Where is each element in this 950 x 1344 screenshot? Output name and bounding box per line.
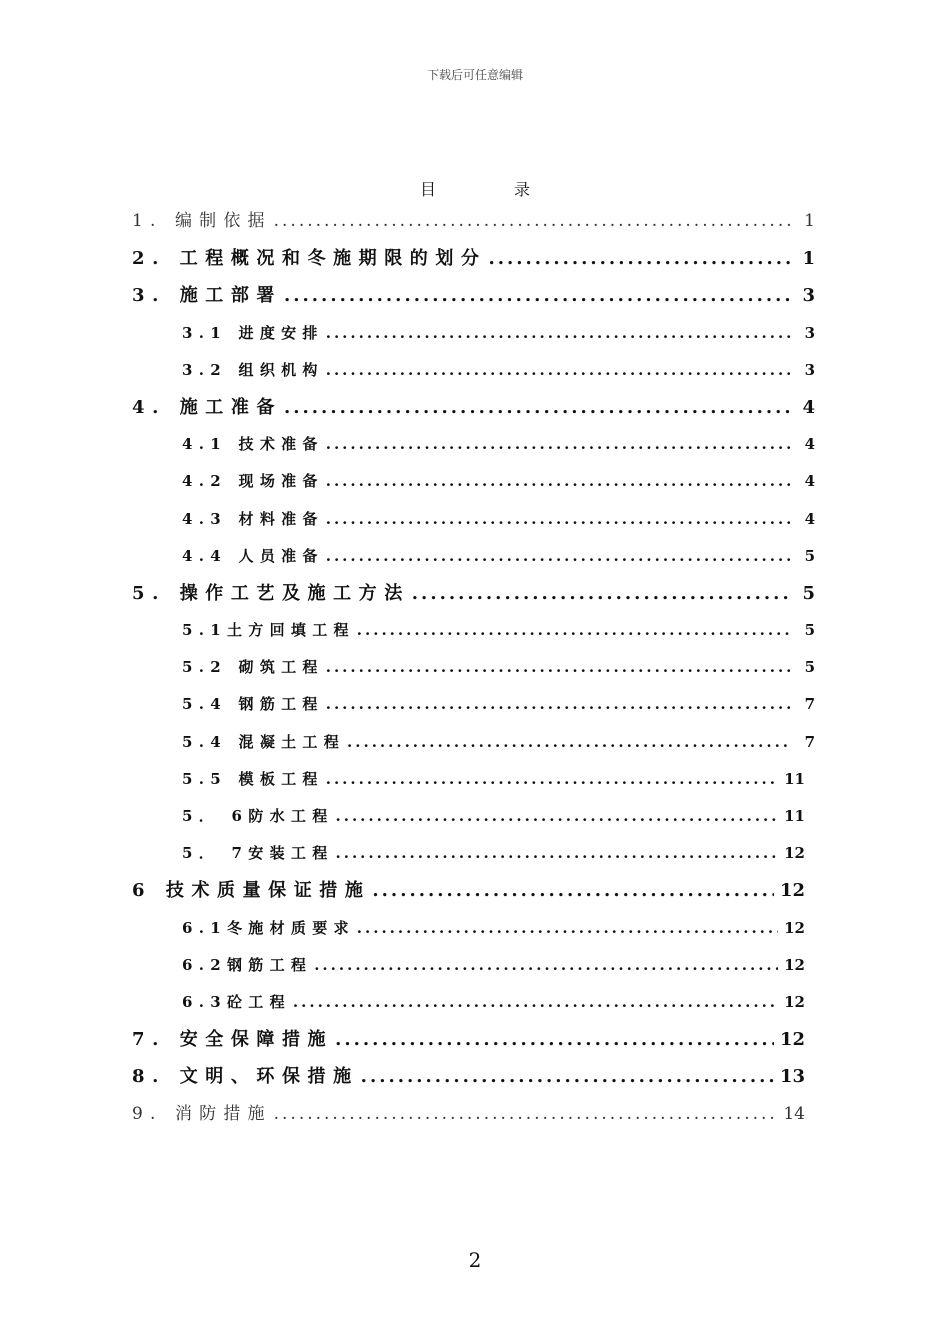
toc-entry-label: 9. 消防措施 <box>132 1103 272 1124</box>
toc-entry[interactable] <box>132 835 815 872</box>
toc-entry-page: 5 <box>804 621 815 640</box>
table-of-contents <box>132 203 815 1133</box>
toc-entry[interactable] <box>132 203 815 240</box>
toc-entry-label: 5． 6防水工程 <box>182 807 334 825</box>
toc-entry-label: 3.1 进度安排 <box>182 323 324 342</box>
toc-leader-dots <box>336 798 779 835</box>
toc-leader-dots <box>284 277 791 314</box>
toc-leader-dots <box>326 426 791 463</box>
toc-entry-page: 3 <box>804 360 815 379</box>
toc-entry[interactable] <box>132 315 815 352</box>
toc-entry-page: 12 <box>784 955 805 974</box>
toc-leader-dots <box>274 203 791 240</box>
toc-entry[interactable] <box>132 463 815 500</box>
toc-entry-label: 6.1冬施材质要求 <box>182 918 355 937</box>
toc-entry-page: 12 <box>779 1029 805 1051</box>
toc-leader-dots <box>274 1096 778 1133</box>
toc-entry-label: 4.4 人员准备 <box>182 546 324 565</box>
toc-entry-label: 4.1 技术准备 <box>182 435 324 454</box>
toc-entry-label: 3. 施工部署 <box>132 285 282 307</box>
toc-title: 目录 <box>419 180 608 199</box>
toc-entry[interactable] <box>132 501 815 538</box>
toc-entry-label: 4.3 材料准备 <box>182 509 324 528</box>
toc-entry[interactable] <box>132 426 815 463</box>
toc-entry-page: 12 <box>779 880 805 902</box>
toc-entry-label: 4.2 现场准备 <box>182 472 324 491</box>
toc-leader-dots <box>326 538 791 575</box>
toc-leader-dots <box>326 686 791 723</box>
toc-entry-page: 4 <box>804 472 815 491</box>
toc-entry-page: 4 <box>804 509 815 528</box>
toc-entry-page: 13 <box>779 1066 805 1088</box>
toc-entry-page: 4 <box>804 435 815 454</box>
toc-leader-dots <box>336 835 779 872</box>
toc-entry-label: 6.2钢筋工程 <box>182 955 313 974</box>
toc-entry-page: 4 <box>802 396 815 418</box>
toc-entry[interactable] <box>132 1058 815 1095</box>
toc-entry[interactable] <box>132 538 815 575</box>
toc-entry-page: 11 <box>784 769 805 788</box>
toc-entry[interactable] <box>132 649 815 686</box>
toc-entry[interactable] <box>132 947 815 984</box>
toc-entry-label: 8. 文明、环保措施 <box>132 1066 359 1088</box>
toc-entry[interactable] <box>132 724 815 761</box>
toc-entry-page: 11 <box>784 807 805 825</box>
toc-entry[interactable] <box>132 352 815 389</box>
toc-leader-dots <box>284 389 791 426</box>
toc-entry-label: 6 技术质量保证措施 <box>132 880 371 902</box>
toc-entry-label: 7. 安全保障措施 <box>132 1029 334 1051</box>
toc-leader-dots <box>326 761 778 798</box>
toc-entry[interactable] <box>132 1096 815 1133</box>
toc-leader-dots <box>326 352 791 389</box>
toc-entry-page: 5 <box>802 582 815 604</box>
toc-entry[interactable] <box>132 686 815 723</box>
toc-leader-dots <box>314 947 778 984</box>
toc-entry-label: 6.3砼工程 <box>182 992 291 1011</box>
toc-entry-label: 5.1土方回填工程 <box>182 621 355 640</box>
toc-entry-page: 14 <box>783 1103 805 1124</box>
toc-entry[interactable] <box>132 575 815 612</box>
toc-leader-dots <box>361 1058 774 1095</box>
toc-entry-page: 12 <box>784 844 805 863</box>
toc-entry-label: 5. 操作工艺及施工方法 <box>132 582 410 604</box>
page-number: 2 <box>468 1248 482 1272</box>
toc-entry[interactable] <box>132 1021 815 1058</box>
toc-entry[interactable] <box>132 240 815 277</box>
toc-entry-page: 5 <box>804 546 815 565</box>
toc-entry-page: 3 <box>802 285 815 307</box>
toc-leader-dots <box>357 910 778 947</box>
toc-entry-label: 2. 工程概况和冬施期限的划分 <box>132 248 487 270</box>
toc-entry-page: 1 <box>804 211 815 231</box>
toc-entry-label: 5.5 模板工程 <box>182 769 324 788</box>
toc-entry-page: 7 <box>804 695 815 714</box>
toc-entry[interactable] <box>132 761 815 798</box>
toc-entry-label: 5.4 混凝土工程 <box>182 732 346 751</box>
toc-entry-page: 7 <box>804 732 815 751</box>
toc-entry-page: 5 <box>804 658 815 677</box>
toc-leader-dots <box>412 575 791 612</box>
toc-leader-dots <box>326 463 791 500</box>
toc-entry-page: 12 <box>784 992 805 1011</box>
toc-entry[interactable] <box>132 984 815 1021</box>
toc-leader-dots <box>335 1021 774 1058</box>
toc-entry-page: 3 <box>804 323 815 342</box>
toc-entry[interactable] <box>132 389 815 426</box>
toc-entry-label: 5． 7安装工程 <box>182 844 334 863</box>
toc-leader-dots <box>326 649 791 686</box>
toc-entry-label: 3.2 组织机构 <box>182 360 324 379</box>
toc-entry[interactable] <box>132 277 815 314</box>
toc-entry-label: 4. 施工准备 <box>132 396 282 418</box>
toc-leader-dots <box>488 240 791 277</box>
toc-entry-page: 12 <box>784 918 805 937</box>
toc-entry-label: 5.4 钢筋工程 <box>182 695 324 714</box>
toc-entry[interactable] <box>132 910 815 947</box>
toc-leader-dots <box>372 872 774 909</box>
page-header: 下载后可任意编辑 <box>426 68 523 82</box>
toc-leader-dots <box>347 724 791 761</box>
toc-leader-dots <box>293 984 778 1021</box>
toc-entry[interactable] <box>132 872 815 909</box>
toc-entry-page: 1 <box>802 248 815 270</box>
toc-leader-dots <box>326 501 791 538</box>
toc-entry-label: 1. 编制依据 <box>132 211 272 231</box>
toc-leader-dots <box>357 612 791 649</box>
toc-entry[interactable] <box>132 612 815 649</box>
toc-leader-dots <box>326 315 791 352</box>
toc-entry[interactable] <box>132 798 815 835</box>
toc-entry-label: 5.2 砌筑工程 <box>182 658 324 677</box>
